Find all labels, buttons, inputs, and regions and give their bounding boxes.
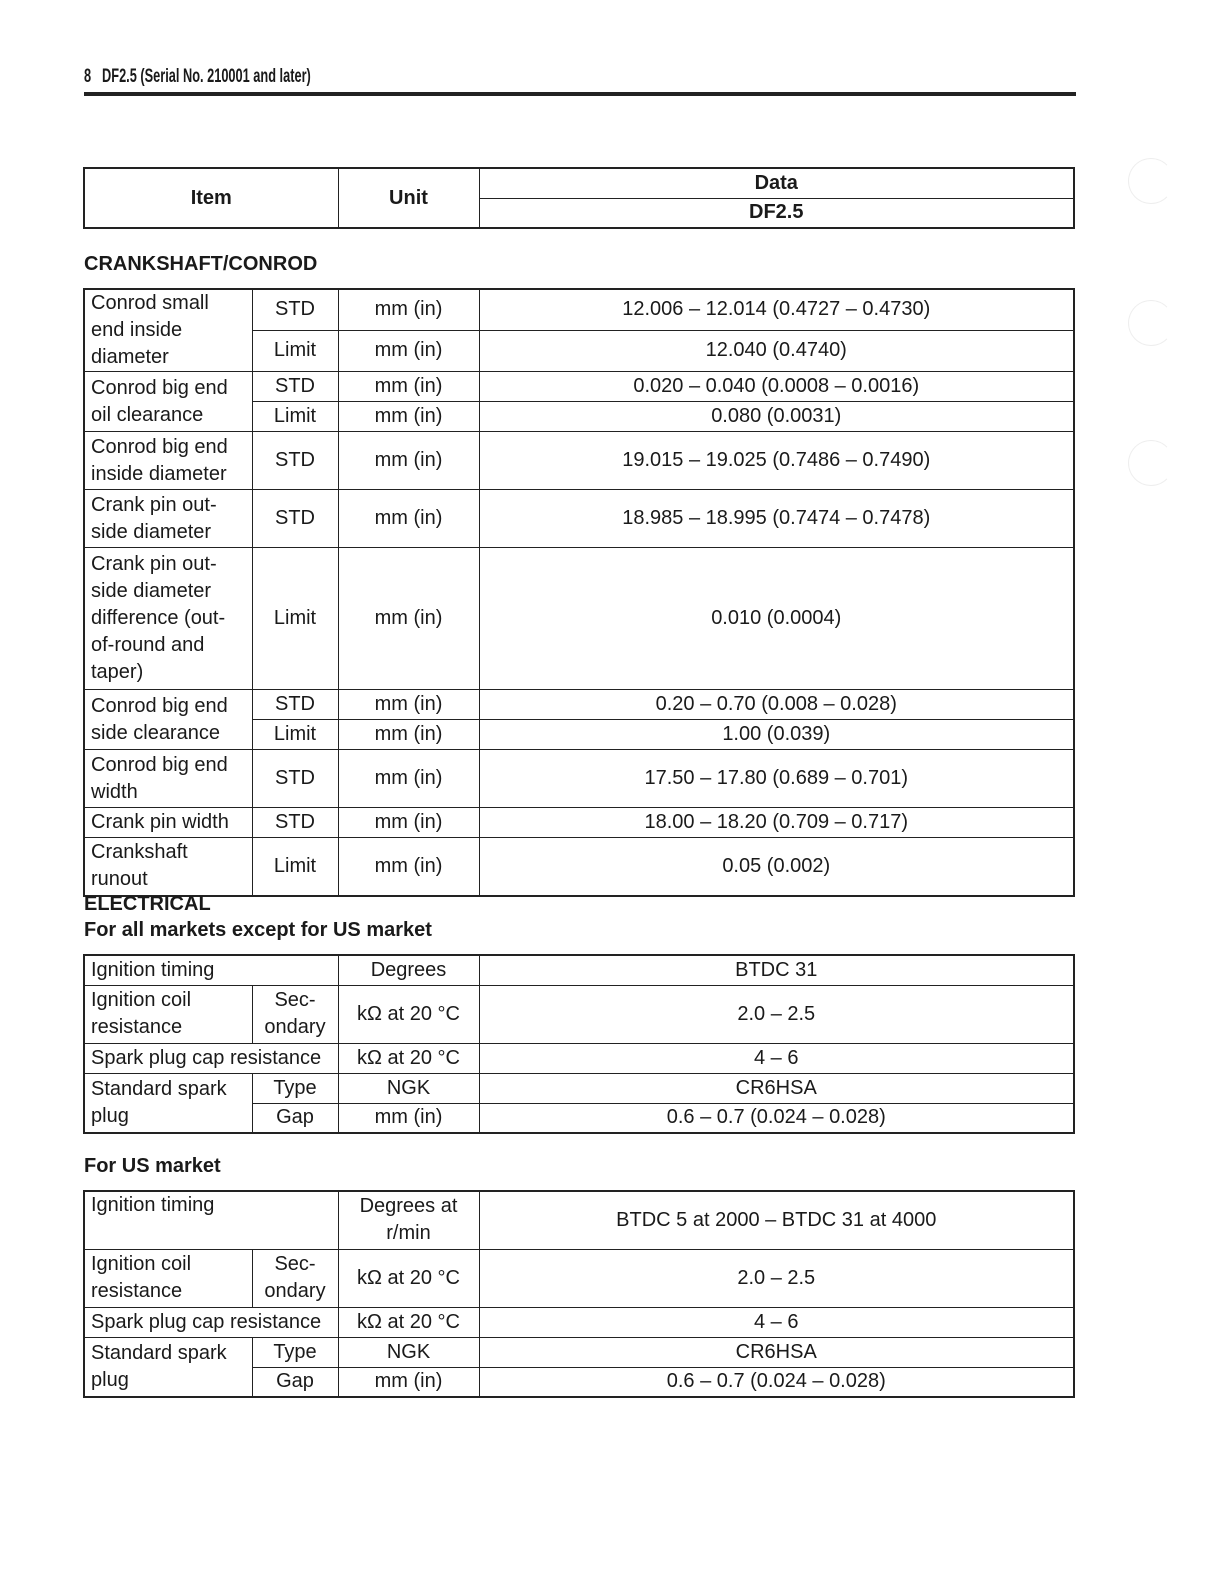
item-cell: Conrod big end inside diameter <box>84 432 252 490</box>
value-cell: 4 – 6 <box>479 1043 1074 1073</box>
item-cell: Standard spark plug <box>84 1337 252 1397</box>
value-cell: 2.0 – 2.5 <box>479 1249 1074 1307</box>
unit-cell: Degrees <box>338 955 479 985</box>
unit-cell: kΩ at 20 °C <box>338 985 479 1043</box>
table-row <box>84 690 1074 720</box>
unit-cell: kΩ at 20 °C <box>338 1043 479 1073</box>
unit-cell: kΩ at 20 °C <box>338 1249 479 1307</box>
value-cell: 0.020 – 0.040 (0.0008 – 0.0016) <box>479 372 1074 402</box>
unit-cell: mm (in) <box>338 808 479 838</box>
unit-cell: mm (in) <box>338 720 479 750</box>
item-cell: Conrod big end side clearance <box>84 690 252 750</box>
unit-cell: mm (in) <box>338 690 479 720</box>
value-cell: 0.010 (0.0004) <box>479 548 1074 690</box>
item-cell: Crankshaft runout <box>84 838 252 896</box>
column-header-item: Item <box>84 168 338 228</box>
sub-cell: STD <box>252 750 338 808</box>
value-cell: 1.00 (0.039) <box>479 720 1074 750</box>
value-cell: 4 – 6 <box>479 1307 1074 1337</box>
unit-cell: mm (in) <box>338 330 479 371</box>
value-cell: 0.6 – 0.7 (0.024 – 0.028) <box>479 1367 1074 1397</box>
table-row <box>84 750 1074 808</box>
item-cell: Conrod big end width <box>84 750 252 808</box>
sub-cell: STD <box>252 372 338 402</box>
sub-cell: STD <box>252 432 338 490</box>
crankshaft-table <box>83 288 1075 897</box>
sub-cell: Limit <box>252 330 338 371</box>
item-cell: Spark plug cap resistance <box>84 1307 338 1337</box>
item-cell: Conrod small end inside diameter <box>84 289 252 372</box>
value-cell: BTDC 5 at 2000 – BTDC 31 at 4000 <box>479 1191 1074 1249</box>
value-cell: 18.00 – 18.20 (0.709 – 0.717) <box>479 808 1074 838</box>
sub-cell: Type <box>252 1337 338 1367</box>
unit-cell: mm (in) <box>338 1367 479 1397</box>
item-cell: Ignition coil resistance <box>84 1249 252 1307</box>
sub-cell: Gap <box>252 1367 338 1397</box>
page-number: 8 <box>84 66 92 87</box>
table-row <box>84 985 1074 1043</box>
item-cell: Conrod big end oil clearance <box>84 372 252 432</box>
item-cell: Standard spark plug <box>84 1073 252 1133</box>
sub-cell: STD <box>252 690 338 720</box>
binder-hole-mark <box>1128 440 1174 486</box>
electrical-us-table <box>83 1190 1075 1398</box>
unit-cell: mm (in) <box>338 490 479 548</box>
unit-cell: mm (in) <box>338 1103 479 1133</box>
page-header <box>84 66 1076 96</box>
unit-cell: mm (in) <box>338 750 479 808</box>
table-row <box>84 1249 1074 1307</box>
value-cell: CR6HSA <box>479 1337 1074 1367</box>
table-row <box>84 838 1074 896</box>
unit-cell: mm (in) <box>338 838 479 896</box>
table-row <box>84 289 1074 330</box>
column-header-unit: Unit <box>338 168 479 228</box>
table-row <box>84 432 1074 490</box>
value-cell: 0.05 (0.002) <box>479 838 1074 896</box>
value-cell: 12.006 – 12.014 (0.4727 – 0.4730) <box>479 289 1074 330</box>
subsection-title-us: For US market <box>84 1155 221 1177</box>
item-cell: Ignition timing <box>84 955 338 985</box>
sub-cell: Limit <box>252 838 338 896</box>
item-cell: Spark plug cap resistance <box>84 1043 338 1073</box>
table-row <box>84 955 1074 985</box>
table-row <box>84 1073 1074 1103</box>
table-row <box>84 548 1074 690</box>
value-cell: 0.6 – 0.7 (0.024 – 0.028) <box>479 1103 1074 1133</box>
sub-cell: Limit <box>252 720 338 750</box>
unit-cell: mm (in) <box>338 289 479 330</box>
item-cell: Crank pin width <box>84 808 252 838</box>
binder-hole-mark <box>1128 300 1174 346</box>
document-title: DF2.5 (Serial No. 210001 and later) <box>101 66 311 87</box>
column-header-data: Data <box>479 168 1074 198</box>
table-row <box>84 1307 1074 1337</box>
table-row <box>84 808 1074 838</box>
sub-cell: Gap <box>252 1103 338 1133</box>
value-cell: 17.50 – 17.80 (0.689 – 0.701) <box>479 750 1074 808</box>
column-header-table <box>83 167 1075 229</box>
sub-cell: Type <box>252 1073 338 1103</box>
sub-cell: STD <box>252 289 338 330</box>
sub-cell: Sec-ondary <box>252 1249 338 1307</box>
table-row <box>84 1043 1074 1073</box>
unit-cell: mm (in) <box>338 432 479 490</box>
sub-cell: STD <box>252 808 338 838</box>
column-header-model: DF2.5 <box>479 198 1074 228</box>
unit-cell: mm (in) <box>338 372 479 402</box>
page-header-text <box>84 66 357 88</box>
section-title-crankshaft: CRANKSHAFT/CONROD <box>84 253 318 275</box>
value-cell: 18.985 – 18.995 (0.7474 – 0.7478) <box>479 490 1074 548</box>
value-cell: 2.0 – 2.5 <box>479 985 1074 1043</box>
table-row <box>84 1337 1074 1367</box>
value-cell: 12.040 (0.4740) <box>479 330 1074 371</box>
sub-cell: Sec-ondary <box>252 985 338 1043</box>
section-title-electrical: ELECTRICAL <box>84 893 211 915</box>
subsection-title-non-us: For all markets except for US market <box>84 919 432 941</box>
value-cell: 0.080 (0.0031) <box>479 402 1074 432</box>
unit-cell: mm (in) <box>338 402 479 432</box>
sub-cell: STD <box>252 490 338 548</box>
sub-cell: Limit <box>252 548 338 690</box>
item-cell: Crank pin out-side diameter <box>84 490 252 548</box>
unit-cell: NGK <box>338 1073 479 1103</box>
unit-cell: NGK <box>338 1337 479 1367</box>
table-row <box>84 490 1074 548</box>
electrical-non-us-table <box>83 954 1075 1134</box>
value-cell: 19.015 – 19.025 (0.7486 – 0.7490) <box>479 432 1074 490</box>
binder-hole-mark <box>1128 158 1174 204</box>
item-cell: Crank pin out-side diameter difference (out-of-round and taper) <box>84 548 252 690</box>
table-row <box>84 372 1074 402</box>
item-cell: Ignition coil resistance <box>84 985 252 1043</box>
sub-cell: Limit <box>252 402 338 432</box>
table-row <box>84 1191 1074 1249</box>
unit-cell: mm (in) <box>338 548 479 690</box>
unit-cell: Degrees at r/min <box>338 1191 479 1249</box>
value-cell: CR6HSA <box>479 1073 1074 1103</box>
value-cell: BTDC 31 <box>479 955 1074 985</box>
unit-cell: kΩ at 20 °C <box>338 1307 479 1337</box>
item-cell: Ignition timing <box>84 1191 338 1249</box>
value-cell: 0.20 – 0.70 (0.008 – 0.028) <box>479 690 1074 720</box>
